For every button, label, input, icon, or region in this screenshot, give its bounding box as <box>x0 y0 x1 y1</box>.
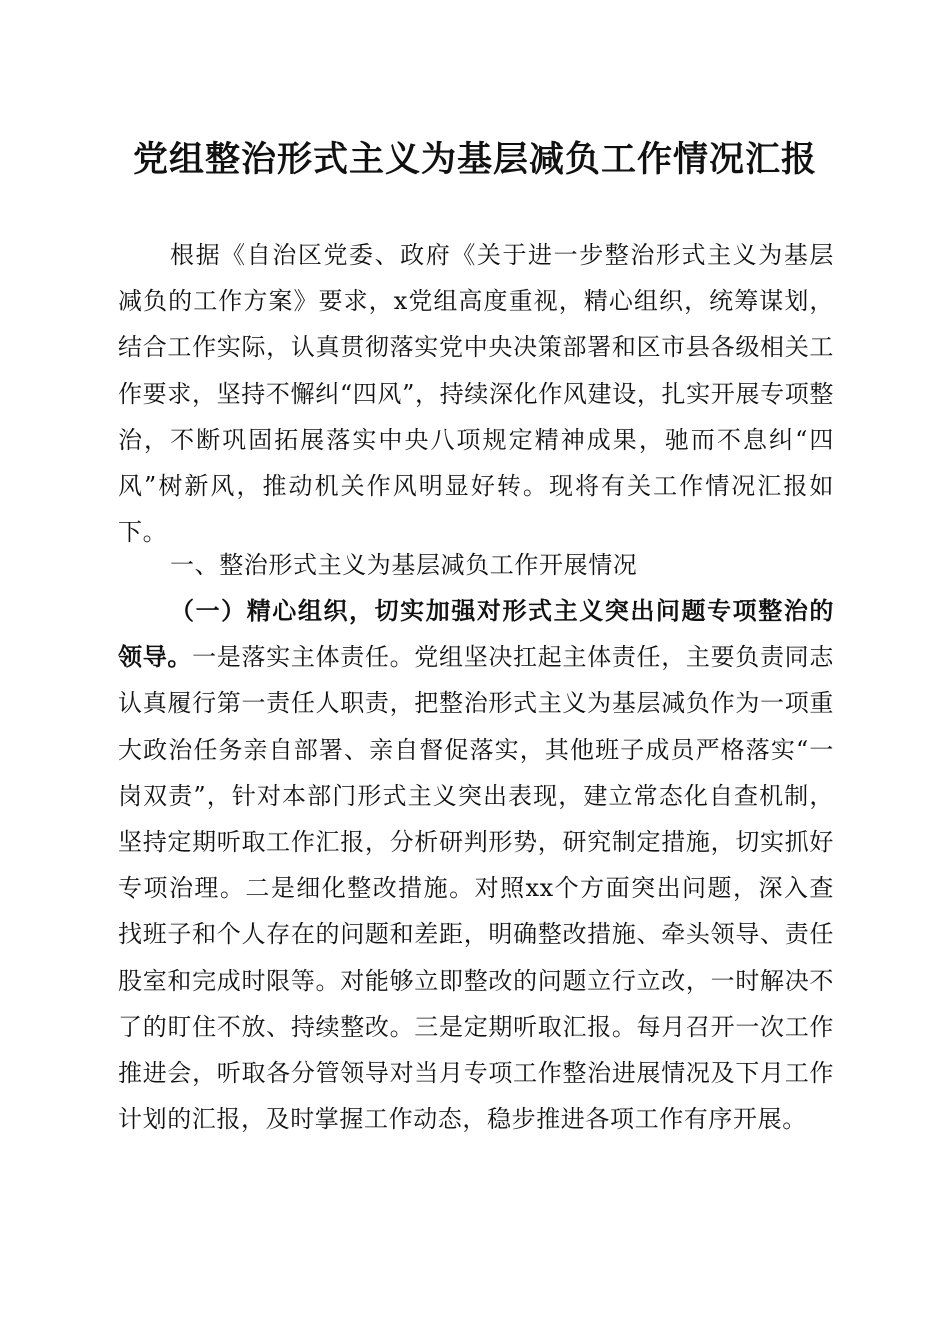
subsection-body: 一是落实主体责任。党组坚决扛起主体责任，主要负责同志认真履行第一责任人职责，把整治形式主义为基层减负作为一项重大政治任务亲自部署、亲自督促落实，其他班子成员严格落实“一岗双责”，针对本部门形式主义突出表现，建立常态化自查机制，坚持定期听取工作汇报，分析研判形势，研究制定措施，切实抓好专项治理。二是细化整改措施。对照xx个方面突出问题，深入查找班子和个人存在的问题和差距，明确整改措施、牵头领导、责任股室和完成时限等。对能够立即整改的问题立行立改，一时解决不了的盯住不放、持续整改。三是定期听取汇报。每月召开一次工作推进会，听取各分管领导对当月专项工作整治进展情况及下月工作计划的汇报，及时掌握工作动态，稳步推进各项工作有序开展。 <box>118 643 834 1134</box>
subsection-lead: （一）精心组织，切实加强对形式主义突出问题专项整治的领导。 <box>118 596 834 672</box>
document-title: 党组整治形式主义为基层减负工作情况汇报 <box>132 139 817 180</box>
section-heading: 一、整治形式主义为基层减负工作开展情况 <box>170 551 638 579</box>
subsection-paragraph <box>118 588 834 1142</box>
intro-paragraph: 根据《自治区党委、政府《关于进一步整治形式主义为基层减负的工作方案》要求，x党组高度重视，精心组织，统筹谋划，结合工作实际，认真贯彻落实党中央决策部署和区市县各级相关工作要求，坚持不懈纠“四风”，持续深化作风建设，扎实开展专项整治，不断巩固拓展落实中央八项规定精神成果，驰而不息纠“四风”树新风，推动机关作风明显好转。现将有关工作情况汇报如下。 <box>118 241 834 547</box>
